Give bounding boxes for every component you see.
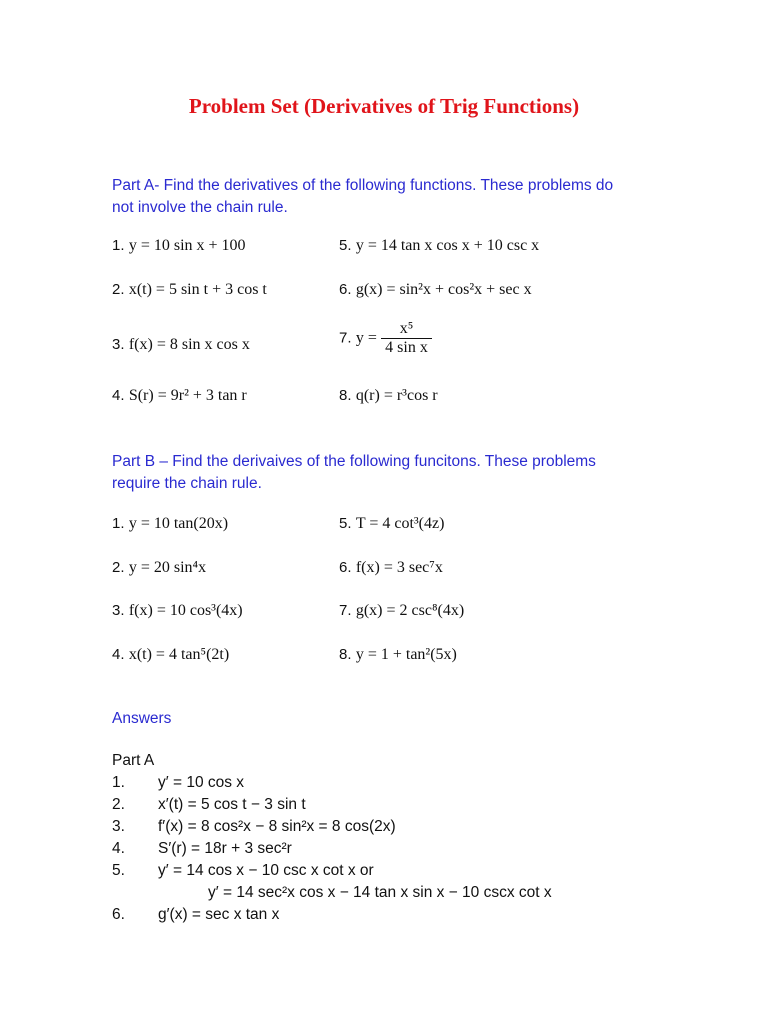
answer-expression: f′(x) = 8 cos²x − 8 sin²x = 8 cos(2x)	[158, 818, 396, 835]
problem-expression-lhs: y =	[355, 329, 377, 347]
answers-heading: Answers	[112, 710, 172, 727]
problem-expression: g(x) = 2 csc⁸(4x)	[355, 602, 465, 619]
problem-expression: y = 10 sin x + 100	[128, 237, 246, 254]
part-a-problem-2	[112, 281, 267, 299]
problem-number: 8.	[339, 646, 352, 663]
answer-number: 1.	[112, 774, 125, 791]
problem-expression: f(x) = 3 sec⁷x	[355, 559, 443, 576]
part-a-problem-4	[112, 387, 247, 405]
answer-expression: S′(r) = 18r + 3 sec²r	[158, 840, 292, 857]
part-b-problem-8	[339, 646, 457, 664]
part-b-problem-2	[112, 559, 206, 577]
problem-expression: g(x) = sin²x + cos²x + sec x	[355, 281, 532, 298]
part-b-intro-line-1: Part B – Find the derivaives of the following funcitons. These problems	[112, 453, 596, 470]
part-b-problem-5	[339, 515, 444, 533]
part-b-problem-6	[339, 559, 443, 577]
problem-number: 3.	[112, 336, 125, 353]
answer-number: 3.	[112, 818, 125, 835]
problem-expression: y = 1 + tan²(5x)	[355, 646, 457, 663]
part-b-intro-line-2: require the chain rule.	[112, 475, 262, 492]
part-a-problem-5	[339, 237, 539, 255]
problem-expression: y = 14 tan x cos x + 10 csc x	[355, 237, 540, 254]
fraction-numerator: x⁵	[381, 320, 432, 339]
answer-number: 6.	[112, 906, 125, 923]
problem-expression: f(x) = 10 cos³(4x)	[128, 602, 243, 619]
problem-expression: S(r) = 9r² + 3 tan r	[128, 387, 247, 404]
part-b-problem-4	[112, 646, 229, 664]
part-b-problem-7	[339, 602, 464, 620]
problem-number: 2.	[112, 281, 125, 298]
problem-number: 8.	[339, 387, 352, 404]
answer-expression-alternate: y′ = 14 sec²x cos x − 14 tan x sin x − 10 cscx cot x	[208, 884, 552, 901]
problem-number: 5.	[339, 237, 352, 254]
answer-number: 4.	[112, 840, 125, 857]
problem-expression: y = 20 sin⁴x	[128, 559, 207, 576]
problem-expression: x(t) = 4 tan⁵(2t)	[128, 646, 230, 663]
answer-expression: y′ = 14 cos x − 10 csc x cot x or	[158, 862, 374, 879]
problem-expression: y = 10 tan(20x)	[128, 515, 229, 532]
problem-number: 6.	[339, 559, 352, 576]
part-b-problem-3	[112, 602, 243, 620]
part-a-problem-6	[339, 281, 532, 299]
answer-number: 2.	[112, 796, 125, 813]
answers-part-label: Part A	[112, 752, 155, 769]
problem-expression: T = 4 cot³(4z)	[355, 515, 445, 532]
part-b-problem-1	[112, 515, 228, 533]
part-a-problem-1	[112, 237, 246, 255]
problem-number: 3.	[112, 602, 125, 619]
part-a-intro-line-1: Part A- Find the derivatives of the following functions. These problems do	[112, 177, 614, 194]
problem-number: 2.	[112, 559, 125, 576]
answer-expression: g′(x) = sec x tan x	[158, 906, 280, 923]
problem-expression: q(r) = r³cos r	[355, 387, 438, 404]
problem-expression: f(x) = 8 sin x cos x	[128, 336, 250, 353]
fraction	[381, 320, 432, 357]
problem-expression: x(t) = 5 sin t + 3 cos t	[128, 281, 267, 298]
problem-number: 1.	[112, 237, 125, 254]
page-title: Problem Set (Derivatives of Trig Functions)	[188, 94, 580, 118]
answer-number: 5.	[112, 862, 125, 879]
part-a-intro-line-2: not involve the chain rule.	[112, 199, 288, 216]
problem-number: 5.	[339, 515, 352, 532]
answer-expression: y′ = 10 cos x	[158, 774, 245, 791]
problem-number: 4.	[112, 387, 125, 404]
answer-expression: x′(t) = 5 cos t − 3 sin t	[158, 796, 306, 813]
fraction-denominator: 4 sin x	[385, 339, 428, 356]
problem-number: 1.	[112, 515, 125, 532]
part-a-problem-3	[112, 336, 250, 354]
problem-number: 7.	[339, 602, 352, 619]
problem-number: 4.	[112, 646, 125, 663]
problem-number: 6.	[339, 281, 352, 298]
part-a-problem-8	[339, 387, 438, 405]
problem-number: 7.	[339, 329, 352, 347]
part-a-problem-7	[339, 320, 432, 357]
